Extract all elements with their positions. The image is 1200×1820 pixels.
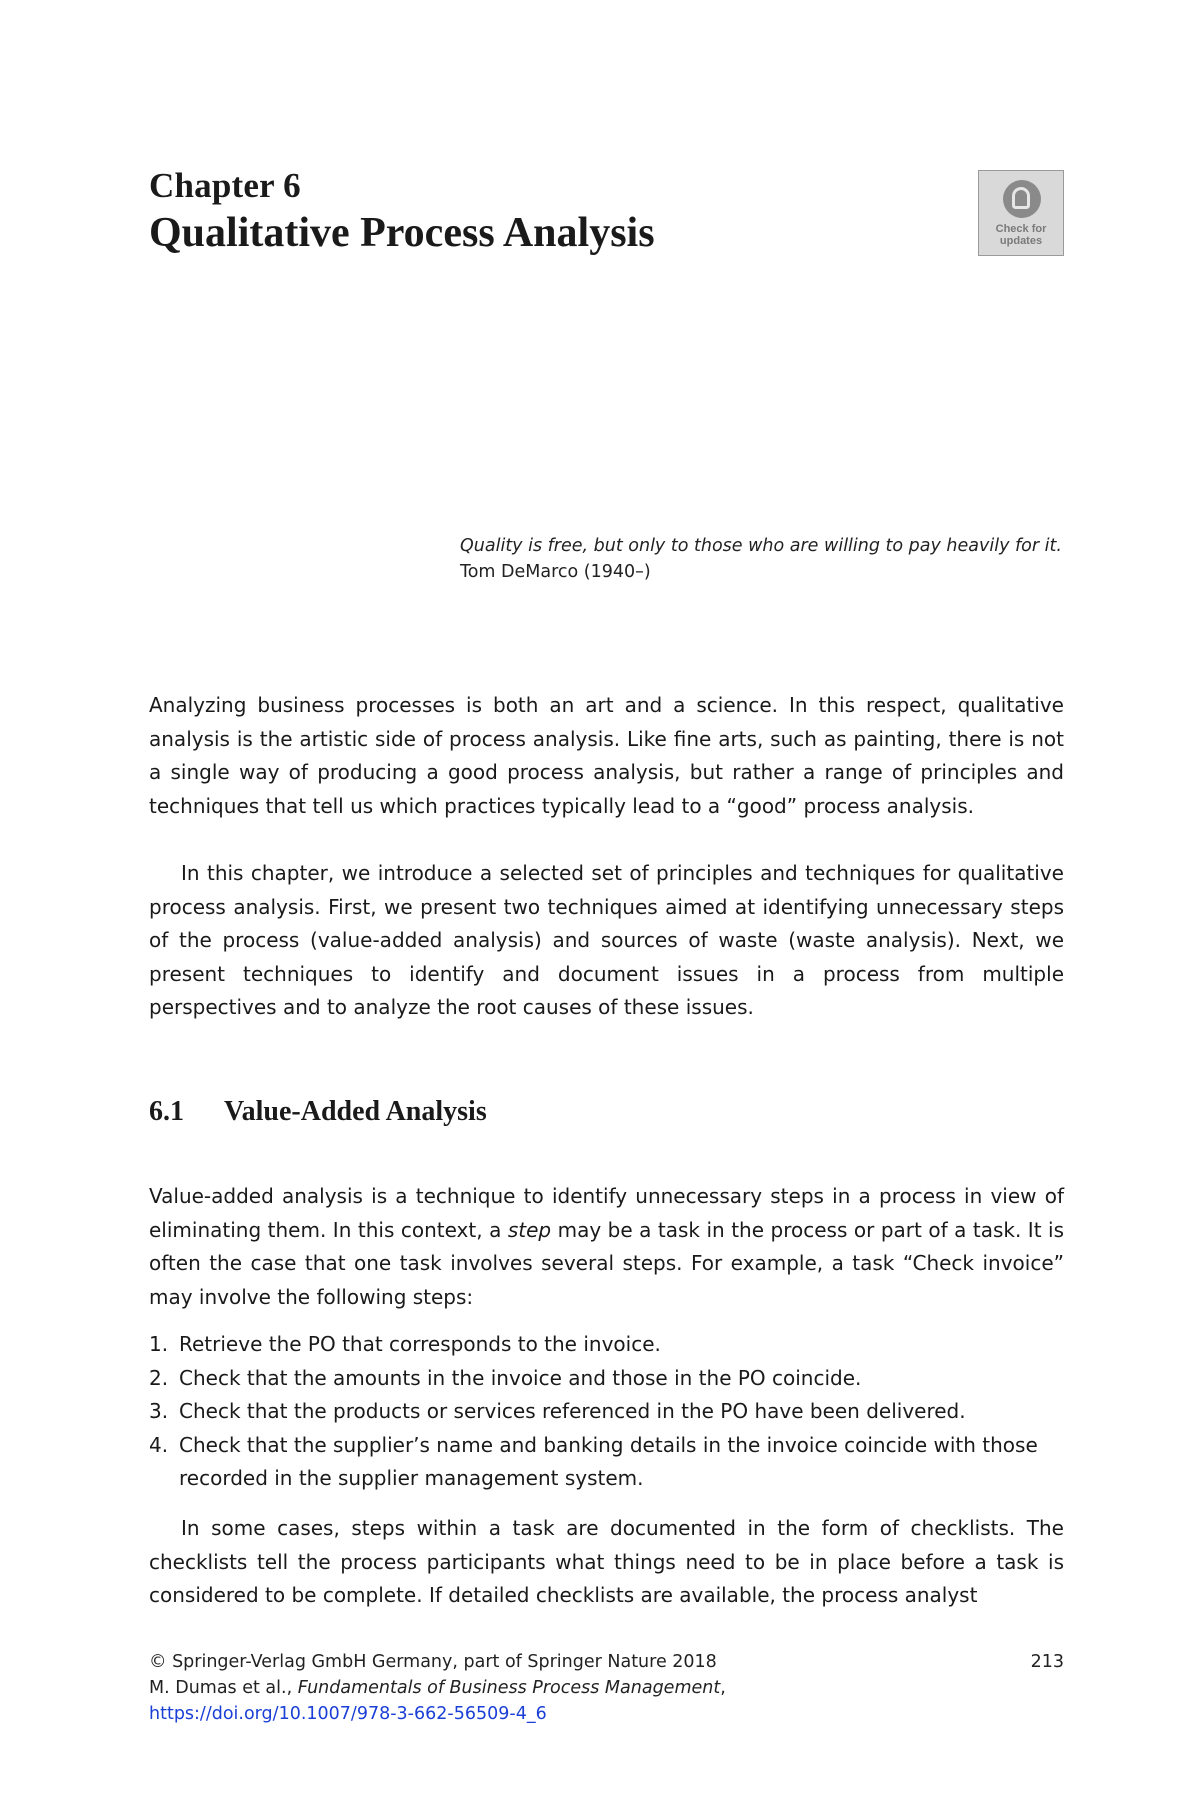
list-marker: 3. [149, 1399, 169, 1423]
list-item [149, 1395, 1064, 1429]
badge-text: Check for updates [995, 223, 1047, 247]
chapter-label: Chapter 6 [149, 166, 301, 205]
epigraph [460, 533, 1065, 585]
authors: M. Dumas et al., [149, 1678, 298, 1698]
emphasis-step: step [507, 1217, 552, 1242]
doi-link[interactable]: https://doi.org/10.1007/978-3-662-56509-4_6 [149, 1704, 547, 1724]
citation-line [149, 1675, 1064, 1701]
intro-paragraph-1: Analyzing business processes is both an art and a science. In this respect, qualitative analysis is the artistic side of process analysis. Like fine arts, such as painting, there is not a single way of producing a good process analysis, but rather a range of principles and techniques that tell us which practices typically lead to a “good” process analysis. [149, 693, 1064, 818]
section-heading [149, 1096, 487, 1128]
page-footer [149, 1649, 1064, 1727]
list-item-text: Check that the amounts in the invoice and those in the PO coincide. [179, 1365, 862, 1390]
intro-paragraph-2: In this chapter, we introduce a selected set of principles and techniques for qualitative process analysis. First, we present two techniques aimed at identifying unnecessary steps of the process (value-added analysis) and sources of waste (waste analysis). Next, we present techniques to identify and document issues in a process from multiple perspectives and to analyze the root causes of these issues. [149, 861, 1064, 1019]
steps-list [149, 1328, 1064, 1496]
list-item-text: Retrieve the PO that corresponds to the invoice. [179, 1332, 661, 1356]
list-item [149, 1362, 1064, 1396]
chapter-title: Qualitative Process Analysis [149, 210, 655, 256]
epigraph-author: Tom DeMarco (1940–) [460, 562, 651, 582]
section-paragraph-1 [149, 1180, 1064, 1314]
check-for-updates-badge[interactable] [978, 170, 1064, 256]
paragraph-text: may be a task in the process or part of a task. It is often the case that one task involves several steps. For example, a task “Check invoice” may involve the following steps: [149, 1217, 1065, 1309]
page-number: 213 [1030, 1652, 1064, 1672]
book-title: Fundamentals of Business Process Management [297, 1678, 721, 1698]
section-title: Value-Added Analysis [224, 1096, 487, 1127]
section-number: 6.1 [149, 1096, 184, 1127]
book-suffix: , [720, 1678, 726, 1698]
check-for-updates-icon [1003, 180, 1041, 218]
section-paragraph-2: In some cases, steps within a task are documented in the form of checklists. The checklists tell the process participants what things need to be in place before a task is considered to be complete. If detailed checklists are available, the process analyst [149, 1516, 1064, 1607]
epigraph-quote: Quality is free, but only to those who are willing to pay heavily for it. [460, 536, 1062, 556]
copyright-line: © Springer-Verlag GmbH Germany, part of Springer Nature 2018 [149, 1652, 717, 1672]
list-item [149, 1429, 1064, 1496]
list-item-text: Check that the supplier’s name and banking details in the invoice coincide with those recorded in the supplier management system. [179, 1432, 1038, 1490]
list-marker: 2. [149, 1365, 169, 1390]
paragraph-text: Value-added analysis is a technique to identify unnecessary steps in a process in view of eliminating them. In this context, a [149, 1184, 1064, 1242]
list-item-text: Check that the products or services referenced in the PO have been delivered. [179, 1399, 966, 1423]
list-marker: 4. [149, 1432, 169, 1457]
list-item [149, 1328, 1064, 1362]
list-marker: 1. [149, 1332, 169, 1356]
